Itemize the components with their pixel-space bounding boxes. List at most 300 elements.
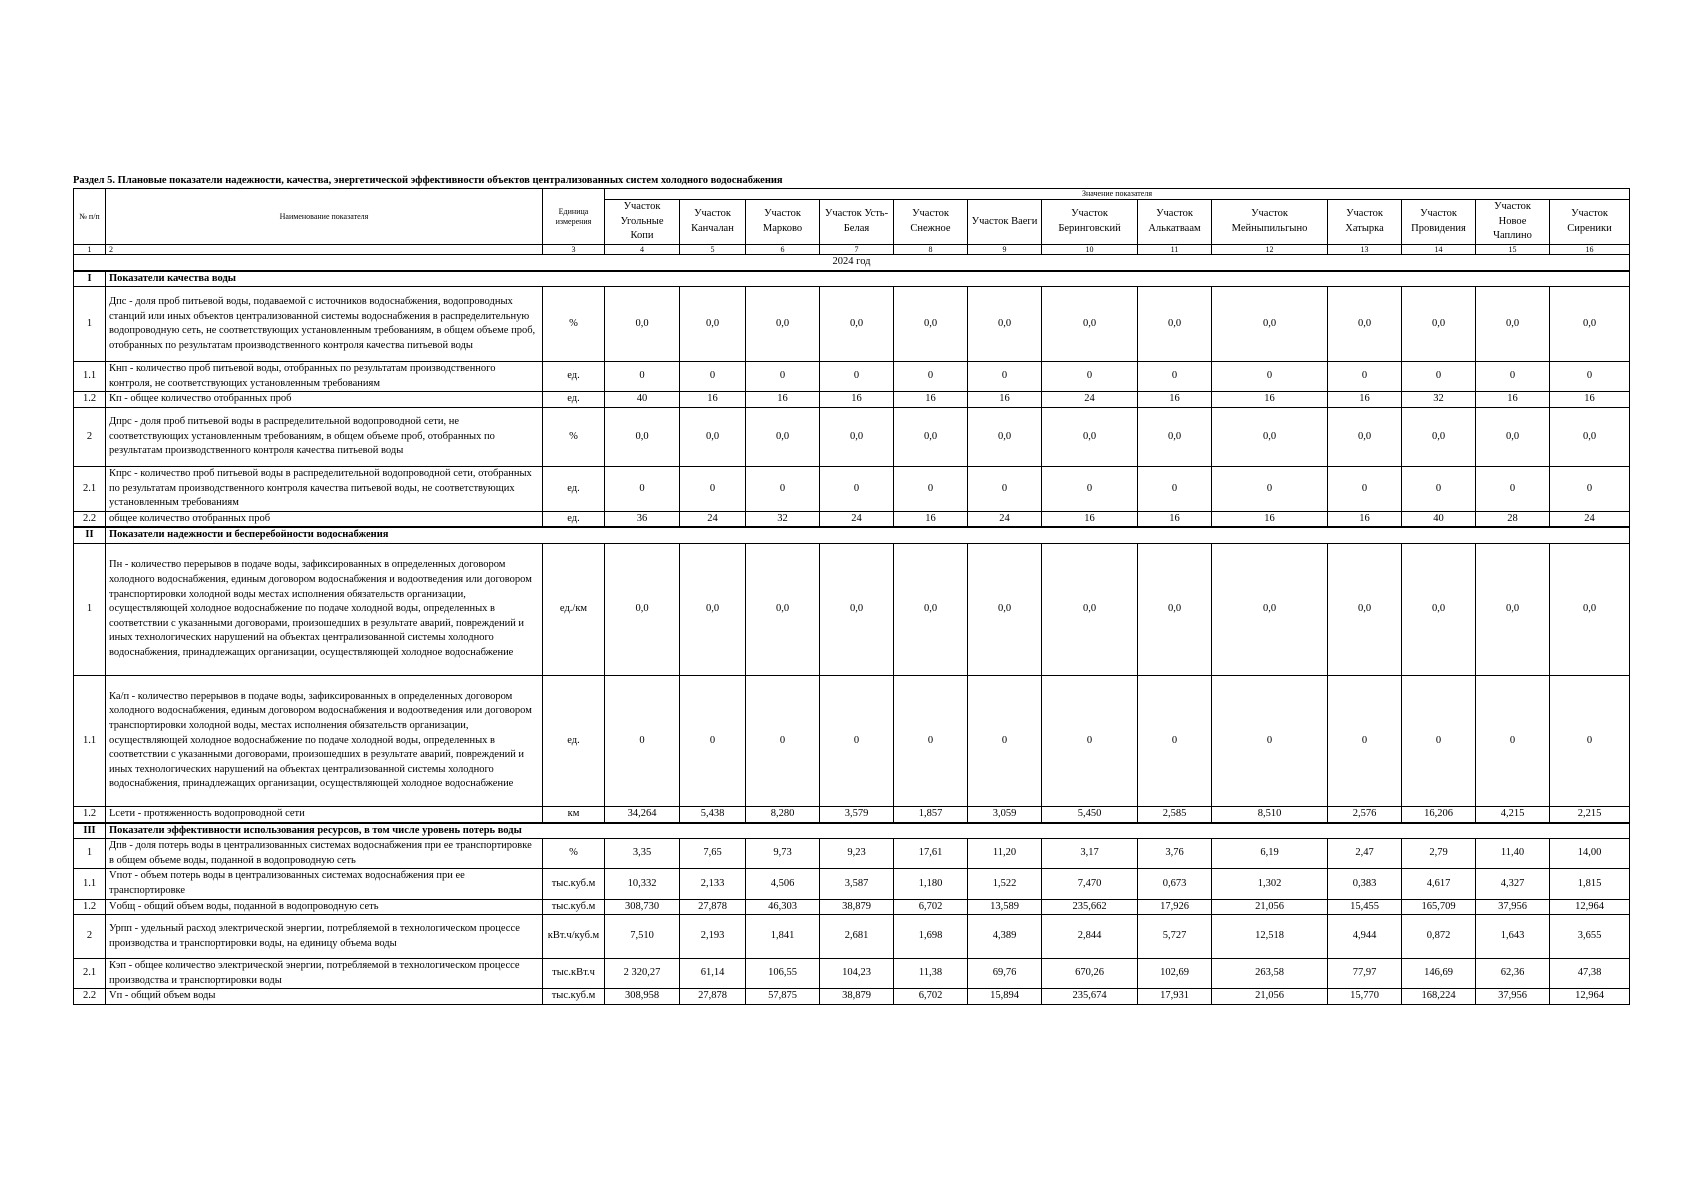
row-number: 1 — [74, 543, 106, 675]
header-area: Участок Угольные Копи — [605, 200, 680, 245]
value-cell: 0 — [605, 466, 680, 511]
value-cell: 17,926 — [1138, 899, 1212, 915]
value-cell: 24 — [680, 511, 746, 527]
value-cell: 40 — [1402, 511, 1476, 527]
indicator-name: Lсети - протяженность водопроводной сети — [106, 806, 543, 822]
header-area: Участок Новое Чаплино — [1476, 200, 1550, 245]
table-row — [74, 287, 1630, 362]
value-cell: 16 — [1138, 511, 1212, 527]
value-cell: 1,302 — [1212, 869, 1328, 899]
indicator-name: Дпрс - доля проб питьевой воды в распределительной водопроводной сети, не соответствующих установленным требованиям, в общем объеме проб, отобранных по результатам производственного контроля качества питьевой воды — [106, 407, 543, 466]
row-number: 1.2 — [74, 806, 106, 822]
column-number: 13 — [1328, 245, 1402, 255]
value-cell: 0 — [1042, 466, 1138, 511]
value-cell: 0 — [1328, 362, 1402, 392]
value-cell: 4,506 — [746, 869, 820, 899]
value-cell: 0,0 — [1328, 407, 1402, 466]
value-cell: 27,878 — [680, 989, 746, 1005]
indicator-name: Vобщ - общий объем воды, поданной в водопроводную сеть — [106, 899, 543, 915]
value-cell: 3,587 — [820, 869, 894, 899]
value-cell: 0,0 — [680, 287, 746, 362]
value-cell: 2,47 — [1328, 839, 1402, 869]
value-cell: 17,61 — [894, 839, 968, 869]
value-cell: 0,0 — [605, 407, 680, 466]
value-cell: 16 — [894, 392, 968, 408]
indicator-name: Ка/п - количество перерывов в подаче воды, зафиксированных в определенных договором холодного водоснабжения, единым договором водоснабжения и водоотведения или договором транспортировки холодной воды, местах исполнения обязательств организации, осуществляющей холодное водоснабжение по подаче холодной воды, определенных в соответствии с указанными договорами, произошедших в результате аварий, повреждений и иных технологических нарушений на объектах централизованной системы холодного водоснабжения, принадлежащих организации, осуществляющей холодное водоснабжение — [106, 675, 543, 806]
value-cell: 3,059 — [968, 806, 1042, 822]
value-cell: 7,510 — [605, 915, 680, 959]
indicator-name: Vпот - объем потерь воды в централизованных системах водоснабжения при ее транспортировке — [106, 869, 543, 899]
value-cell: 0 — [894, 675, 968, 806]
value-cell: 11,40 — [1476, 839, 1550, 869]
value-cell: 0,0 — [605, 287, 680, 362]
value-cell: 16 — [1138, 392, 1212, 408]
value-cell: 2,585 — [1138, 806, 1212, 822]
header-area: Участок Усть-Белая — [820, 200, 894, 245]
value-cell: 16 — [1042, 511, 1138, 527]
indicator-name: Кп - общее количество отобранных проб — [106, 392, 543, 408]
unit: тыс.кВт.ч — [543, 959, 605, 989]
value-cell: 0 — [968, 675, 1042, 806]
value-cell: 0,0 — [1328, 543, 1402, 675]
value-cell: 106,55 — [746, 959, 820, 989]
value-cell: 0,0 — [894, 287, 968, 362]
value-cell: 168,224 — [1402, 989, 1476, 1005]
value-cell: 0,383 — [1328, 869, 1402, 899]
value-cell: 0,0 — [1476, 543, 1550, 675]
value-cell: 0,0 — [1138, 287, 1212, 362]
value-cell: 24 — [968, 511, 1042, 527]
value-cell: 0 — [820, 675, 894, 806]
indicator-name: Кнп - количество проб питьевой воды, отобранных по результатам производственного контроля, не соответствующих установленным требованиям — [106, 362, 543, 392]
value-cell: 0,0 — [746, 543, 820, 675]
value-cell: 0,0 — [1550, 407, 1630, 466]
value-cell: 5,450 — [1042, 806, 1138, 822]
unit: % — [543, 839, 605, 869]
value-cell: 0,0 — [894, 407, 968, 466]
section-number: I — [74, 271, 106, 287]
unit: км — [543, 806, 605, 822]
value-cell: 0,0 — [1138, 543, 1212, 675]
value-cell: 24 — [1042, 392, 1138, 408]
value-cell: 0 — [1138, 675, 1212, 806]
value-cell: 0,0 — [1212, 543, 1328, 675]
row-number: 1.1 — [74, 362, 106, 392]
indicator-name: Кпрс - количество проб питьевой воды в распределительной водопроводной сети, отобранных по результатам производственного контроля качества питьевой воды, не соответствующих установленным требованиям — [106, 466, 543, 511]
value-cell: 47,38 — [1550, 959, 1630, 989]
value-cell: 0 — [1476, 466, 1550, 511]
table-row — [74, 407, 1630, 466]
indicator-name: Vп - общий объем воды — [106, 989, 543, 1005]
value-cell: 77,97 — [1328, 959, 1402, 989]
year-row — [74, 255, 1630, 271]
value-cell: 0,0 — [746, 287, 820, 362]
unit: % — [543, 287, 605, 362]
table-row — [74, 869, 1630, 899]
section-number: II — [74, 527, 106, 543]
value-cell: 16 — [968, 392, 1042, 408]
indicator-name: Дпв - доля потерь воды в централизованных системах водоснабжения при ее транспортировке в общем объеме воды, поданной в водопроводную сеть — [106, 839, 543, 869]
value-cell: 3,579 — [820, 806, 894, 822]
value-cell: 16 — [680, 392, 746, 408]
value-cell: 0 — [746, 675, 820, 806]
value-cell: 0 — [605, 362, 680, 392]
unit: тыс.куб.м — [543, 989, 605, 1005]
row-number: 2.2 — [74, 989, 106, 1005]
value-cell: 0,0 — [820, 287, 894, 362]
value-cell: 16 — [1550, 392, 1630, 408]
value-cell: 8,510 — [1212, 806, 1328, 822]
value-cell: 27,878 — [680, 899, 746, 915]
table-row — [74, 466, 1630, 511]
row-number: 2 — [74, 915, 106, 959]
value-cell: 670,26 — [1042, 959, 1138, 989]
indicators-table — [73, 188, 1630, 1005]
value-cell: 3,655 — [1550, 915, 1630, 959]
value-cell: 0,0 — [968, 287, 1042, 362]
table-row — [74, 839, 1630, 869]
value-cell: 1,180 — [894, 869, 968, 899]
value-cell: 146,69 — [1402, 959, 1476, 989]
value-cell: 0 — [1550, 362, 1630, 392]
value-cell: 38,879 — [820, 899, 894, 915]
table-row — [74, 543, 1630, 675]
value-cell: 0 — [820, 362, 894, 392]
value-cell: 32 — [746, 511, 820, 527]
value-cell: 0,0 — [1476, 407, 1550, 466]
value-cell: 0 — [1138, 466, 1212, 511]
value-cell: 0 — [1402, 675, 1476, 806]
value-cell: 235,662 — [1042, 899, 1138, 915]
value-cell: 0,0 — [1042, 407, 1138, 466]
value-cell: 4,389 — [968, 915, 1042, 959]
value-cell: 0 — [1402, 466, 1476, 511]
value-cell: 104,23 — [820, 959, 894, 989]
section-title: Показатели качества воды — [106, 271, 1630, 287]
value-cell: 21,056 — [1212, 989, 1328, 1005]
row-number: 1.2 — [74, 899, 106, 915]
table-row — [74, 915, 1630, 959]
column-number: 1 — [74, 245, 106, 255]
value-cell: 0,673 — [1138, 869, 1212, 899]
value-cell: 0 — [1550, 675, 1630, 806]
value-cell: 9,23 — [820, 839, 894, 869]
value-cell: 0 — [680, 466, 746, 511]
column-number: 12 — [1212, 245, 1328, 255]
value-cell: 1,815 — [1550, 869, 1630, 899]
indicator-name: Пн - количество перерывов в подаче воды, зафиксированных в определенных договором холодного водоснабжения, единым договором водоснабжения и водоотведения или договором транспортировки холодной воды местах исполнения обязательств организации, осуществляющей холодное водоснабжение по подаче холодной воды, определенных в соответствии с указанными договорами, произошедших в результате аварий, повреждений и иных технологических нарушений на объектах централизованной системы холодного водоснабжения, принадлежащих организации, осуществляющей холодное водоснабжение — [106, 543, 543, 675]
section-title: Показатели надежности и бесперебойности водоснабжения — [106, 527, 1630, 543]
value-cell: 15,455 — [1328, 899, 1402, 915]
value-cell: 0 — [1212, 362, 1328, 392]
value-cell: 69,76 — [968, 959, 1042, 989]
value-cell: 0 — [820, 466, 894, 511]
value-cell: 0,0 — [1402, 287, 1476, 362]
section-number: III — [74, 823, 106, 839]
value-cell: 46,303 — [746, 899, 820, 915]
value-cell: 11,38 — [894, 959, 968, 989]
header-area: Участок Канчалан — [680, 200, 746, 245]
header-area: Участок Хатырка — [1328, 200, 1402, 245]
unit: тыс.куб.м — [543, 899, 605, 915]
value-cell: 1,643 — [1476, 915, 1550, 959]
header-num: № п/п — [74, 189, 106, 245]
value-cell: 16 — [1328, 511, 1402, 527]
value-cell: 0 — [605, 675, 680, 806]
value-cell: 61,14 — [680, 959, 746, 989]
row-number: 2 — [74, 407, 106, 466]
value-cell: 7,65 — [680, 839, 746, 869]
value-cell: 2,844 — [1042, 915, 1138, 959]
value-cell: 0,0 — [1328, 287, 1402, 362]
value-cell: 0,0 — [1212, 407, 1328, 466]
value-cell: 2,193 — [680, 915, 746, 959]
row-number: 2.1 — [74, 959, 106, 989]
column-number: 5 — [680, 245, 746, 255]
value-cell: 1,698 — [894, 915, 968, 959]
value-cell: 0 — [1402, 362, 1476, 392]
header-area: Участок Снежное — [894, 200, 968, 245]
value-cell: 0,872 — [1402, 915, 1476, 959]
table-row — [74, 959, 1630, 989]
column-number: 7 — [820, 245, 894, 255]
indicator-name: общее количество отобранных проб — [106, 511, 543, 527]
value-cell: 21,056 — [1212, 899, 1328, 915]
value-cell: 0,0 — [1042, 287, 1138, 362]
value-cell: 10,332 — [605, 869, 680, 899]
value-cell: 0 — [1042, 362, 1138, 392]
table-body — [74, 245, 1630, 1005]
value-cell: 308,958 — [605, 989, 680, 1005]
value-cell: 6,702 — [894, 989, 968, 1005]
value-cell: 0 — [894, 466, 968, 511]
value-cell: 24 — [820, 511, 894, 527]
header-area: Участок Марково — [746, 200, 820, 245]
header-unit: Единица измерения — [543, 189, 605, 245]
value-cell: 12,518 — [1212, 915, 1328, 959]
table-row — [74, 806, 1630, 822]
column-number: 14 — [1402, 245, 1476, 255]
value-cell: 263,58 — [1212, 959, 1328, 989]
year-label: 2024 год — [74, 255, 1630, 271]
value-cell: 0,0 — [1550, 543, 1630, 675]
value-cell: 0 — [1550, 466, 1630, 511]
value-cell: 6,19 — [1212, 839, 1328, 869]
value-cell: 0 — [1328, 675, 1402, 806]
column-number: 6 — [746, 245, 820, 255]
value-cell: 0 — [968, 466, 1042, 511]
value-cell: 0,0 — [820, 407, 894, 466]
value-cell: 3,17 — [1042, 839, 1138, 869]
unit: ед. — [543, 675, 605, 806]
value-cell: 16 — [894, 511, 968, 527]
indicator-name: Дпс - доля проб питьевой воды, подаваемой с источников водоснабжения, водопроводных станций или иных объектов централизованной системы водоснабжения в распределительную водопроводную сеть, не соответствующих установленным требованиям, в общем объеме проб, отобранных по результатам производственного контроля качества питьевой воды — [106, 287, 543, 362]
value-cell: 9,73 — [746, 839, 820, 869]
value-cell: 0,0 — [605, 543, 680, 675]
indicators-table-container — [73, 188, 1629, 1005]
value-cell: 34,264 — [605, 806, 680, 822]
value-cell: 1,857 — [894, 806, 968, 822]
value-cell: 0 — [1138, 362, 1212, 392]
indicator-name: Урпп - удельный расход электрической энергии, потребляемой в технологическом процессе производства и транспортировки воды, на единицу объема воды — [106, 915, 543, 959]
value-cell: 4,215 — [1476, 806, 1550, 822]
value-cell: 37,956 — [1476, 899, 1550, 915]
row-number: 1.1 — [74, 675, 106, 806]
value-cell: 3,35 — [605, 839, 680, 869]
value-cell: 1,841 — [746, 915, 820, 959]
value-cell: 13,589 — [968, 899, 1042, 915]
value-cell: 165,709 — [1402, 899, 1476, 915]
value-cell: 0 — [746, 362, 820, 392]
value-cell: 36 — [605, 511, 680, 527]
value-cell: 0,0 — [1402, 543, 1476, 675]
header-area: Участок Беринговский — [1042, 200, 1138, 245]
column-number: 4 — [605, 245, 680, 255]
value-cell: 0 — [1476, 675, 1550, 806]
value-cell: 8,280 — [746, 806, 820, 822]
table-row — [74, 675, 1630, 806]
value-cell: 102,69 — [1138, 959, 1212, 989]
value-cell: 0 — [968, 362, 1042, 392]
unit: ед./км — [543, 543, 605, 675]
value-cell: 4,327 — [1476, 869, 1550, 899]
value-cell: 57,875 — [746, 989, 820, 1005]
value-cell: 4,617 — [1402, 869, 1476, 899]
value-cell: 2,215 — [1550, 806, 1630, 822]
value-cell: 62,36 — [1476, 959, 1550, 989]
value-cell: 16 — [1212, 511, 1328, 527]
value-cell: 14,00 — [1550, 839, 1630, 869]
row-number: 1.1 — [74, 869, 106, 899]
value-cell: 0 — [680, 362, 746, 392]
column-number: 15 — [1476, 245, 1550, 255]
value-cell: 0,0 — [894, 543, 968, 675]
value-cell: 2,133 — [680, 869, 746, 899]
header-area: Участок Ваеги — [968, 200, 1042, 245]
section-header-row — [74, 271, 1630, 287]
value-cell: 12,964 — [1550, 899, 1630, 915]
value-cell: 0,0 — [1042, 543, 1138, 675]
value-cell: 5,727 — [1138, 915, 1212, 959]
header-area: Участок Мейныпильгыно — [1212, 200, 1328, 245]
unit: тыс.куб.м — [543, 869, 605, 899]
value-cell: 16 — [1212, 392, 1328, 408]
value-cell: 5,438 — [680, 806, 746, 822]
column-number: 11 — [1138, 245, 1212, 255]
value-cell: 0,0 — [746, 407, 820, 466]
section-header-row — [74, 527, 1630, 543]
value-cell: 0,0 — [1476, 287, 1550, 362]
value-cell: 15,894 — [968, 989, 1042, 1005]
column-number: 3 — [543, 245, 605, 255]
row-number: 2.2 — [74, 511, 106, 527]
value-cell: 16 — [1476, 392, 1550, 408]
value-cell: 40 — [605, 392, 680, 408]
value-cell: 17,931 — [1138, 989, 1212, 1005]
value-cell: 1,522 — [968, 869, 1042, 899]
header-name: Наименование показателя — [106, 189, 543, 245]
value-cell: 16,206 — [1402, 806, 1476, 822]
value-cell: 0,0 — [1402, 407, 1476, 466]
header-values-group: Значение показателя — [605, 189, 1630, 200]
value-cell: 2,681 — [820, 915, 894, 959]
value-cell: 0 — [680, 675, 746, 806]
section-title: Показатели эффективности использования ресурсов, в том числе уровень потерь воды — [106, 823, 1630, 839]
value-cell: 0,0 — [820, 543, 894, 675]
unit: ед. — [543, 392, 605, 408]
row-number: 1.2 — [74, 392, 106, 408]
section-header-row — [74, 823, 1630, 839]
header-area: Участок Сиреники — [1550, 200, 1630, 245]
document-title: Раздел 5. Плановые показатели надежности, качества, энергетической эффективности объектов централизованных систем холодного водоснабжения — [73, 175, 783, 186]
value-cell: 308,730 — [605, 899, 680, 915]
value-cell: 0 — [746, 466, 820, 511]
value-cell: 0 — [1476, 362, 1550, 392]
table-row — [74, 511, 1630, 527]
header-area: Участок Провидения — [1402, 200, 1476, 245]
header-area: Участок Алькатваам — [1138, 200, 1212, 245]
value-cell: 15,770 — [1328, 989, 1402, 1005]
table-row — [74, 899, 1630, 915]
unit: ед. — [543, 466, 605, 511]
value-cell: 0,0 — [968, 543, 1042, 675]
row-number: 1 — [74, 839, 106, 869]
value-cell: 235,674 — [1042, 989, 1138, 1005]
value-cell: 37,956 — [1476, 989, 1550, 1005]
unit: % — [543, 407, 605, 466]
row-number: 2.1 — [74, 466, 106, 511]
value-cell: 16 — [746, 392, 820, 408]
value-cell: 0 — [1328, 466, 1402, 511]
value-cell: 0 — [1212, 675, 1328, 806]
value-cell: 0 — [894, 362, 968, 392]
value-cell: 38,879 — [820, 989, 894, 1005]
value-cell: 16 — [820, 392, 894, 408]
column-number: 9 — [968, 245, 1042, 255]
unit: ед. — [543, 362, 605, 392]
row-number: 1 — [74, 287, 106, 362]
value-cell: 6,702 — [894, 899, 968, 915]
value-cell: 7,470 — [1042, 869, 1138, 899]
indicator-name: Кэп - общее количество электрической энергии, потребляемой в технологическом процессе производства и транспортировки воды — [106, 959, 543, 989]
value-cell: 12,964 — [1550, 989, 1630, 1005]
table-row — [74, 362, 1630, 392]
value-cell: 28 — [1476, 511, 1550, 527]
table-row — [74, 989, 1630, 1005]
value-cell: 2,79 — [1402, 839, 1476, 869]
value-cell: 4,944 — [1328, 915, 1402, 959]
table-row — [74, 392, 1630, 408]
value-cell: 2,576 — [1328, 806, 1402, 822]
column-number: 16 — [1550, 245, 1630, 255]
column-number: 10 — [1042, 245, 1138, 255]
value-cell: 0,0 — [1212, 287, 1328, 362]
column-number: 8 — [894, 245, 968, 255]
value-cell: 0,0 — [680, 407, 746, 466]
value-cell: 0,0 — [1550, 287, 1630, 362]
value-cell: 0,0 — [1138, 407, 1212, 466]
value-cell: 0,0 — [968, 407, 1042, 466]
value-cell: 0 — [1212, 466, 1328, 511]
value-cell: 3,76 — [1138, 839, 1212, 869]
unit: кВт.ч/куб.м — [543, 915, 605, 959]
value-cell: 0,0 — [680, 543, 746, 675]
value-cell: 2 320,27 — [605, 959, 680, 989]
column-number: 2 — [106, 245, 543, 255]
value-cell: 16 — [1328, 392, 1402, 408]
column-numbers-row — [74, 245, 1630, 255]
value-cell: 24 — [1550, 511, 1630, 527]
